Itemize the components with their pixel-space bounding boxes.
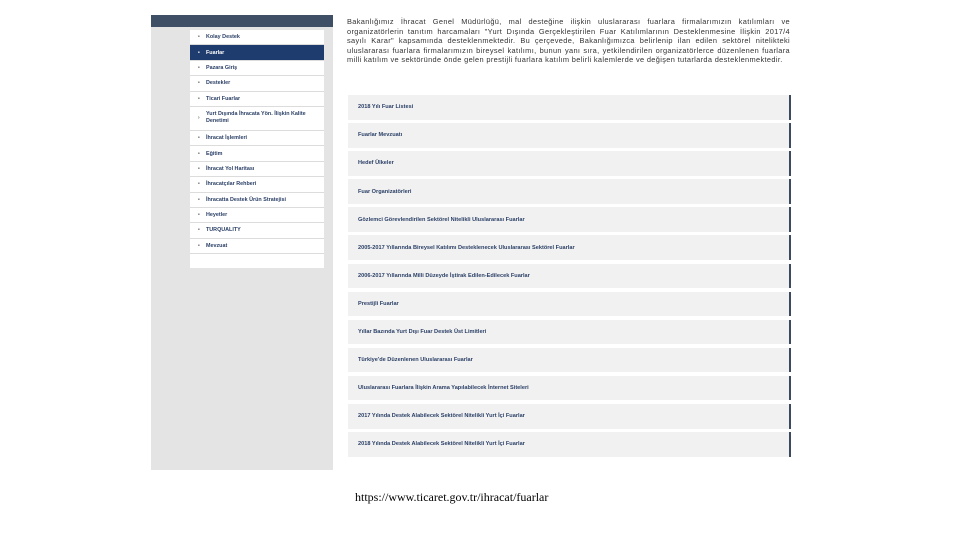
sidebar-item-egitim[interactable] [190,146,324,161]
bullet-icon: • [198,49,200,56]
sidebar-item-heyetler[interactable] [190,208,324,223]
sidebar-item-label: TURQUALITY [206,227,241,234]
bullet-icon: • [198,181,200,188]
sidebar-item-urun-stratejisi[interactable] [190,193,324,208]
sidebar-item-label: İhracatta Destek Ürün Stratejisi [206,196,286,203]
fuar-links-list [348,95,791,460]
sidebar-item-label: Heyetler [206,212,228,219]
sidebar-item-label: İhracat İşlemleri [206,135,248,142]
link-destek-ust-limitleri[interactable]: Yıllar Bazında Yurt Dışı Fuar Destek Üst Limitleri [348,320,791,345]
sidebar-item-kalite-denetimi[interactable] [190,107,324,131]
link-2017-yurt-ici-fuarlar[interactable]: 2017 Yılında Destek Alabilecek Sektörel Nitelikli Yurt İçi Fuarlar [348,404,791,429]
link-turkiye-uluslararasi-fuarlar[interactable]: Türkiye'de Düzenlenen Uluslararası Fuarlar [348,348,791,373]
bullet-icon: • [198,80,200,87]
bullet-icon: • [198,64,200,71]
link-fuar-organizatorleri[interactable]: Fuar Organizatörleri [348,179,791,204]
sidebar-item-label: Mevzuat [206,242,228,249]
sidebar-item-mevzuat[interactable] [190,239,324,254]
sidebar-item-label: Fuarlar [206,49,225,56]
bullet-icon: • [198,227,200,234]
sidebar-item-label: Destekler [206,80,231,87]
sidebar-item-label: Yurt Dışında İhracata Yön. İlişkin Kalite Denetimi [206,111,306,125]
sidebar-item-ihracat-islemleri[interactable] [190,131,324,146]
sidebar-item-label: Eğitim [206,150,223,157]
sidebar-item-pazara-giris[interactable] [190,61,324,76]
sidebar-item-fuarlar[interactable] [190,45,324,60]
bullet-icon: • [198,135,200,142]
sidebar-item-kolay-destek[interactable] [190,30,324,45]
link-2018-yurt-ici-fuarlar[interactable]: 2018 Yılında Destek Alabilecek Sektörel Nitelikli Yurt İçi Fuarlar [348,432,791,457]
sidebar-item-destekler[interactable] [190,76,324,91]
link-fuarlar-mevzuati[interactable]: Fuarlar Mevzuatı [348,123,791,148]
sidebar-item-yol-haritasi[interactable] [190,162,324,177]
link-internet-siteleri[interactable]: Uluslararası Fuarlara İlişkin Arama Yapılabilecek İnternet Siteleri [348,376,791,401]
sidebar-item-label: Kolay Destek [206,34,240,41]
sidebar-item-ticari-fuarlar[interactable] [190,92,324,107]
sidebar-item-label: Pazara Giriş [206,64,238,71]
bullet-icon: • [198,150,200,157]
chevron-right-icon: › [198,114,200,121]
sidebar-item-turquality[interactable] [190,223,324,238]
sidebar-item-ihracatcilar-rehberi[interactable] [190,177,324,192]
bullet-icon: • [198,242,200,249]
intro-paragraph: Bakanlığımız İhracat Genel Müdürlüğü, mal desteğine ilişkin uluslararası fuarlara firmalarımızın katılımları ve organizatörlerin tanıtım harcamaları "Yurt Dışında Gerçekleştirilen Fuar Katılımlarının Desteklenmesine İlişkin 2017/4 sayılı Karar" kapsamında desteklenmektedir. Bu çerçevede, Bakanlığımızca belirlenip ilan edilen sektörel nitelikteki uluslararası fuarlara firmalarımızın bireysel katılımı, bunun yanı sıra, yetkilendirilen organizatörlerce düzenlenen fuarlara milli katılım ve sektöründe önde gelen prestijli fuarlara katılım belirli kalemlerde ve değişen tutarlarda desteklenmektedir. [347,17,790,64]
link-hedef-ulkeler[interactable]: Hedef Ülkeler [348,151,791,176]
sidebar-header-bar [151,15,333,27]
sidebar-menu [190,30,324,268]
link-gozlemci-fuarlar[interactable]: Gözlemci Görevlendirilen Sektörel Nitelikli Uluslararası Fuarlar [348,207,791,232]
sidebar-item-label: İhracat Yol Haritası [206,165,255,172]
bullet-icon: • [198,165,200,172]
bullet-icon: • [198,34,200,41]
link-prestijli-fuarlar[interactable]: Prestijli Fuarlar [348,292,791,317]
bullet-icon: • [198,196,200,203]
source-url-caption: https://www.ticaret.gov.tr/ihracat/fuarlar [355,490,549,504]
link-milli-duzeyde-fuarlar[interactable]: 2006-2017 Yıllarında Milli Düzeyde İştirak Edilen-Edilecek Fuarlar [348,264,791,289]
sidebar-item-label: İhracatçılar Rehberi [206,181,257,188]
link-bireysel-katilim-fuarlar[interactable]: 2005-2017 Yıllarında Bireysel Katılımı Desteklenecek Uluslararası Sektörel Fuarlar [348,235,791,260]
bullet-icon: • [198,95,200,102]
sidebar-item-label: Ticari Fuarlar [206,95,241,102]
link-2018-fuar-listesi[interactable]: 2018 Yılı Fuar Listesi [348,95,791,120]
bullet-icon: • [198,212,200,219]
